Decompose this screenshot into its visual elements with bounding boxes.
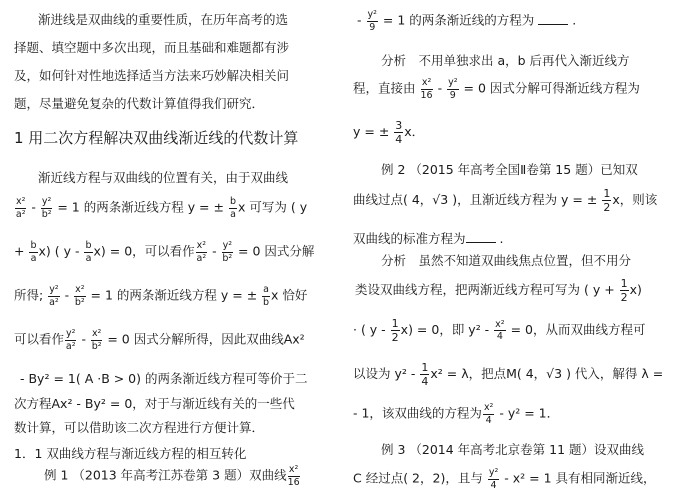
fraction-y2-9: $\frac{\text{y²}}{9}$: [448, 77, 458, 101]
para1-line1: 渐进线是双曲线的重要性质，在历年高考的选: [38, 12, 289, 27]
fraction-x2-4: $\frac{\text{x²}}{4}$: [483, 402, 494, 426]
fraction-x2-b2: $\frac{\text{x²}}{\text{b²}}$: [74, 284, 85, 308]
fraction-b-a: $\frac{b}{a}$: [30, 240, 37, 264]
fraction-x2-a2: $\frac{\text{x²}}{\text{a²}}$: [196, 240, 207, 264]
fraction-y2-4: $\frac{\text{y²}}{4}$: [488, 467, 499, 491]
subsection-heading: 1．1 双曲线方程与渐近线方程的相互转化: [14, 446, 247, 461]
right-line10: · ( y - $\frac{1}{2}$ x) = 0，即 y² - $\frac{\text{x²}}{4}$ = 0，从而双曲线方程可: [353, 317, 646, 344]
answer-blank: [538, 12, 568, 25]
para1-line4: 题，尽量避免复杂的代数计算值得我们研究．: [14, 96, 265, 111]
para2-line2: $\frac{\text{x²}}{\text{a²}}$ - $\frac{\text{y²}}{\text{b²}}$ = 1 的两条渐近线方程 y = ± $\frac{b}{a}$ x 可写为 ( y: [15, 196, 308, 220]
right-line11: 以设为 y² - $\frac{1}{4}$ x² = λ，把点M( 4，√3 ) 代入，解得 λ =: [353, 361, 664, 388]
right-line4: y = ± $\frac{3}{4}$ x．: [353, 119, 425, 146]
right-line1: - $\frac{\text{y²}}{9}$ = 1 的两条渐近线的方程为 .: [357, 9, 577, 33]
para2-line3: + $\frac{b}{a}$ x) ( y - $\frac{b}{a}$ x) = 0，可以看作 $\frac{\text{x²}}{\text{a²}}$ - $\frac{\text{y²}}{\text{b²}}$ = 0 因式分解: [14, 240, 315, 264]
para2-line1: 渐近线方程与双曲线的位置有关，由于双曲线: [38, 170, 289, 185]
fraction-x2-16: $\frac{\text{x²}}{16}$: [420, 77, 433, 101]
right-line3: 程，直接由 $\frac{\text{x²}}{16}$ - $\frac{\text{y²}}{9}$ = 0 因式分解可得渐近线方程为: [353, 77, 640, 101]
fraction-1-2: $\frac{1}{2}$: [603, 187, 611, 214]
para2-line4: 所得; $\frac{\text{y²}}{\text{a²}}$ - $\frac{\text{x²}}{\text{b²}}$ = 1 的两条渐近线方程 y = ± $\frac{a}{b}$ x 恰好: [14, 284, 308, 308]
fraction-1-2: $\frac{1}{2}$: [620, 277, 628, 304]
right-line7: 双曲线的标准方程为 .: [353, 231, 504, 246]
fraction-y2-a2: $\frac{\text{y²}}{\text{a²}}$: [49, 284, 59, 308]
para2-line5: 可以看作 $\frac{\text{y²}}{\text{a²}}$ - $\frac{\text{x²}}{\text{b²}}$ = 0 因式分解所得，因此双曲线Ax²: [14, 328, 305, 352]
fraction-3-4: $\frac{3}{4}$: [395, 119, 403, 146]
para2-line6: - By² = 1( A ·B > 0) 的两条渐近线方程可等价于二: [20, 371, 308, 386]
right-line6: 曲线过点( 4，√3 )，且渐近线方程为 y = ± $\frac{1}{2}$ x，则该: [353, 187, 658, 214]
para1-line3: 及，如何针对性地选择适当方法来巧妙解决相关问: [14, 68, 290, 83]
fraction-1-2: $\frac{1}{2}$: [391, 317, 399, 344]
fraction-y2-b2: $\frac{\text{y²}}{\text{b²}}$: [222, 240, 233, 264]
fraction-y2-9: $\frac{\text{y²}}{9}$: [367, 9, 377, 33]
fraction-x2-4: $\frac{\text{x²}}{4}$: [495, 318, 505, 342]
fraction-1-4: $\frac{1}{4}$: [421, 361, 429, 388]
fraction-b-a: $\frac{b}{a}$: [85, 240, 92, 264]
right-line2: 分析 不用单独求出 a，b 后再代入渐近线方: [381, 53, 630, 68]
right-line8: 分析 虽然不知道双曲线焦点位置，但不用分: [381, 253, 632, 268]
right-line12: - 1，该双曲线的方程为 $\frac{\text{x²}}{4}$ - y² = 1．: [353, 402, 560, 426]
right-line13: 例 3 （2014 年高考北京卷第 11 题）设双曲线: [381, 442, 645, 457]
fraction-y2-a2: $\frac{\text{y²}}{\text{a²}}$: [65, 328, 76, 352]
right-line14: C 经过点( 2，2)，且与 $\frac{\text{y²}}{4}$ - x² = 1 具有相同渐近线，: [353, 467, 656, 491]
para2-line7: 次方程Ax² - By² = 0，对于与渐近线有关的一些代: [14, 396, 295, 411]
fraction-x2-b2: $\frac{\text{x²}}{\text{b²}}$: [91, 328, 102, 352]
fraction-y2-b2: $\frac{\text{y²}}{\text{b²}}$: [41, 196, 52, 220]
section-heading: 1 用二次方程解决双曲线渐近线的代数计算: [14, 129, 299, 147]
right-line9: 类设双曲线方程，把两渐近线方程可写为 ( y + $\frac{1}{2}$ x): [355, 277, 642, 304]
example1-line: 例 1 （2013 年高考江苏卷第 3 题）双曲线 $\frac{\text{x²}}{16}$: [44, 464, 300, 488]
fraction-x2-16: $\frac{\text{x²}}{16}$: [287, 464, 300, 488]
para2-line8: 数计算，可以借助该二次方程进行方便计算．: [14, 420, 265, 435]
right-line5: 例 2 （2015 年高考全国Ⅱ卷第 15 题）已知双: [381, 162, 638, 177]
fraction-b-a: $\frac{b}{a}$: [229, 196, 236, 220]
answer-blank: [466, 230, 496, 243]
para1-line2: 择题、填空题中多次出现，而且基础和难题都有涉: [14, 40, 290, 55]
fraction-a-b: $\frac{a}{b}$: [263, 284, 270, 308]
fraction-x2-a2: $\frac{\text{x²}}{\text{a²}}$: [15, 196, 26, 220]
